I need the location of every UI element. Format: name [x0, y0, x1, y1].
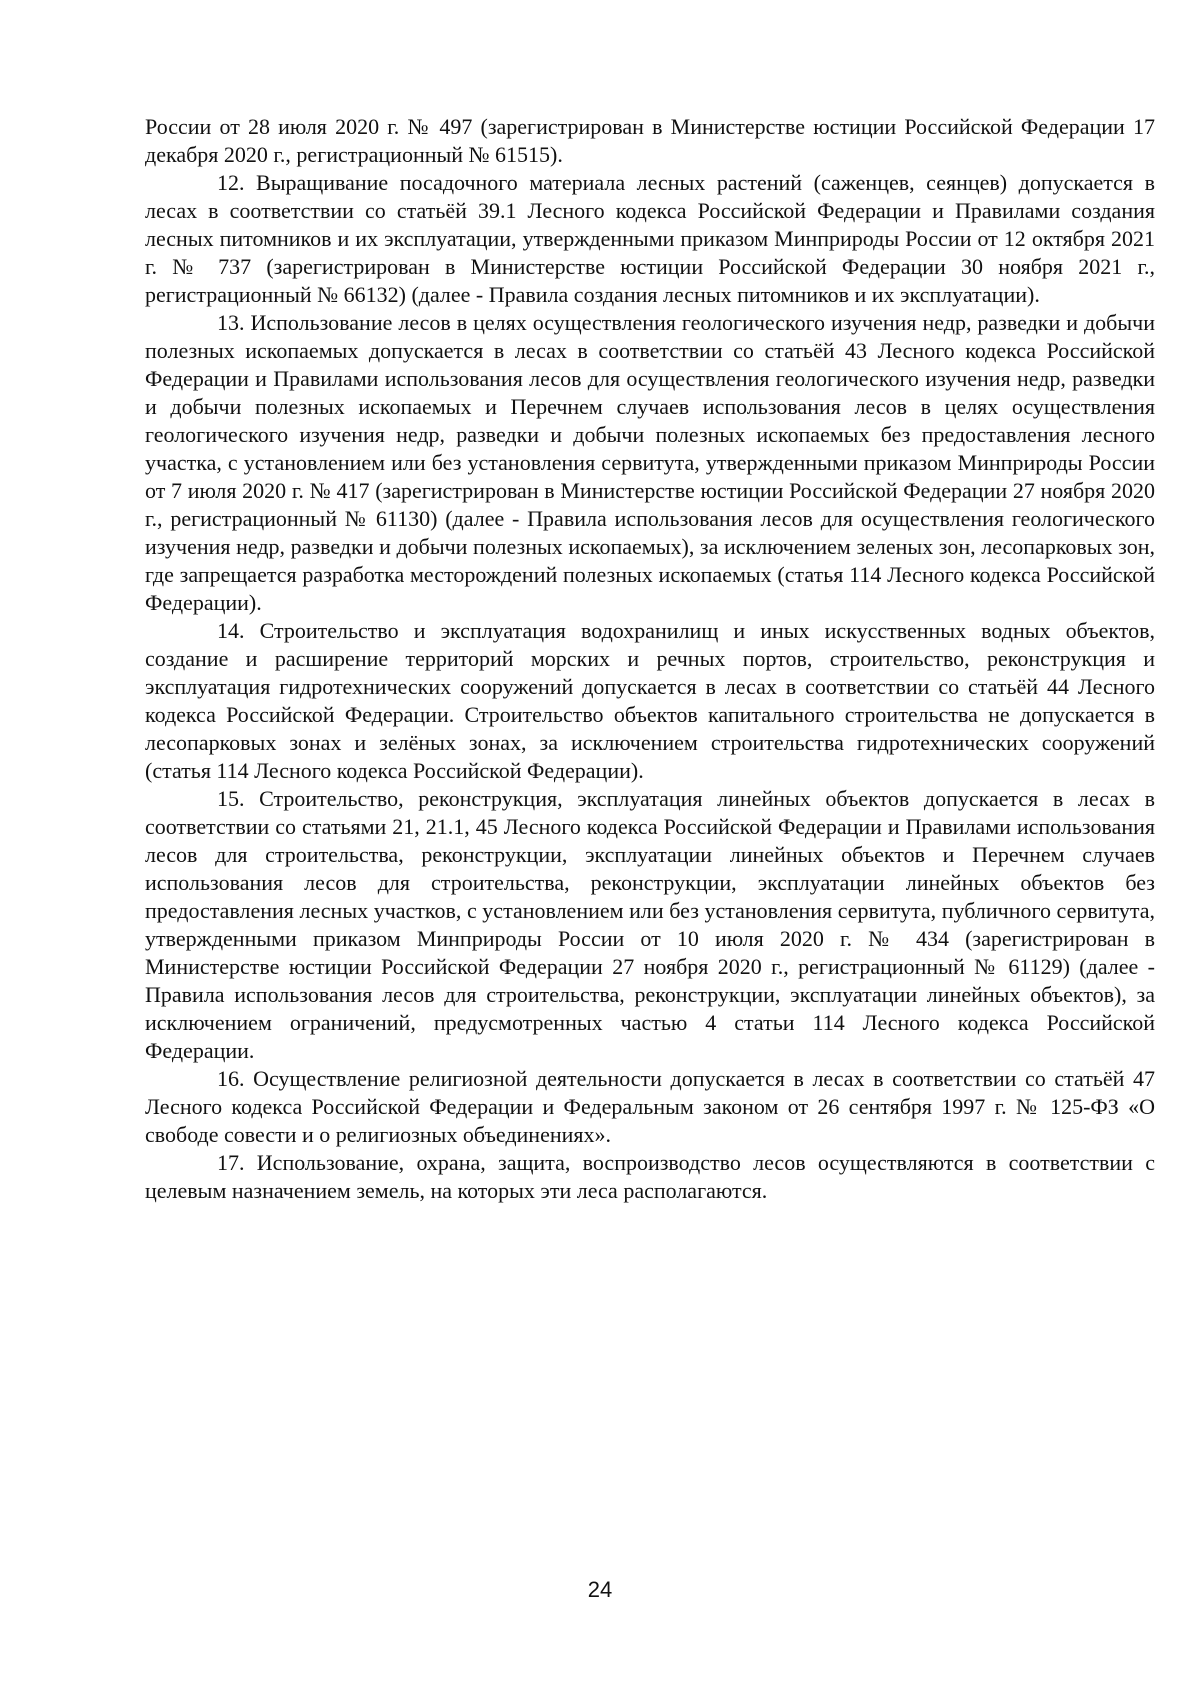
paragraph-15: 15. Строительство, реконструкция, эксплуатация линейных объектов допускается в лесах в соответствии со статьями 21, 21.1, 45 Лесного кодекса Российской Федерации и Правилами использования лесов для строительства, реконструкции, эксплуатации линейных объектов и Перечнем случаев использования лесов для строительства, реконструкции, эксплуатации линейных объектов без предоставления лесных участков, с установлением или без установления сервитута, публичного сервитута, утвержденными приказом Минприроды России от 10 июля 2020 г. № 434 (зарегистрирован в Министерстве юстиции Российской Федерации 27 ноября 2020 г., регистрационный № 61129) (далее - Правила использования лесов для строительства, реконструкции, эксплуатации линейных объектов), за исключением ограничений, предусмотренных частью 4 статьи 114 Лесного кодекса Российской Федерации. [145, 786, 1155, 1063]
paragraph-14: 14. Строительство и эксплуатация водохранилищ и иных искусственных водных объектов, создание и расширение территорий морских и речных портов, строительство, реконструкция и эксплуатация гидротехнических сооружений допускается в лесах в соответствии со статьёй 44 Лесного кодекса Российской Федерации. Строительство объектов капитального строительства не допускается в лесопарковых зонах и зелёных зонах, за исключением строительства гидротехнических сооружений (статья 114 Лесного кодекса Российской Федерации). [145, 618, 1155, 783]
paragraph-16: 16. Осуществление религиозной деятельности допускается в лесах в соответствии со статьёй 47 Лесного кодекса Российской Федерации и Федеральным законом от 26 сентября 1997 г. № 125-ФЗ «О свободе совести и о религиозных объединениях». [145, 1066, 1155, 1147]
paragraph-continuation: России от 28 июля 2020 г. № 497 (зарегистрирован в Министерстве юстиции Российской Федерации 17 декабря 2020 г., регистрационный № 61515). [145, 114, 1155, 167]
paragraph-13: 13. Использование лесов в целях осуществления геологического изучения недр, разведки и добычи полезных ископаемых допускается в лесах в соответствии со статьёй 43 Лесного кодекса Российской Федерации и Правилами использования лесов для осуществления геологического изучения недр, разведки и добычи полезных ископаемых и Перечнем случаев использования лесов в целях осуществления геологического изучения недр, разведки и добычи полезных ископаемых без предоставления лесного участка, с установлением или без установления сервитута, утвержденными приказом Минприроды России от 7 июля 2020 г. № 417 (зарегистрирован в Министерстве юстиции Российской Федерации 27 ноября 2020 г., регистрационный № 61130) (далее - Правила использования лесов для осуществления геологического изучения недр, разведки и добычи полезных ископаемых), за исключением зеленых зон, лесопарковых зон, где запрещается разработка месторождений полезных ископаемых (статья 114 Лесного кодекса Российской Федерации). [145, 310, 1155, 615]
paragraph-12: 12. Выращивание посадочного материала лесных растений (саженцев, сеянцев) допускается в лесах в соответствии со статьёй 39.1 Лесного кодекса Российской Федерации и Правилами создания лесных питомников и их эксплуатации, утвержденными приказом Минприроды России от 12 октября 2021 г. № 737 (зарегистрирован в Министерстве юстиции Российской Федерации 30 ноября 2021 г., регистрационный № 66132) (далее - Правила создания лесных питомников и их эксплуатации). [145, 170, 1155, 307]
document-body [145, 113, 1155, 1205]
page-number: 24 [587, 1577, 613, 1602]
paragraph-17: 17. Использование, охрана, защита, воспроизводство лесов осуществляются в соответствии с целевым назначением земель, на которых эти леса располагаются. [145, 1150, 1155, 1203]
